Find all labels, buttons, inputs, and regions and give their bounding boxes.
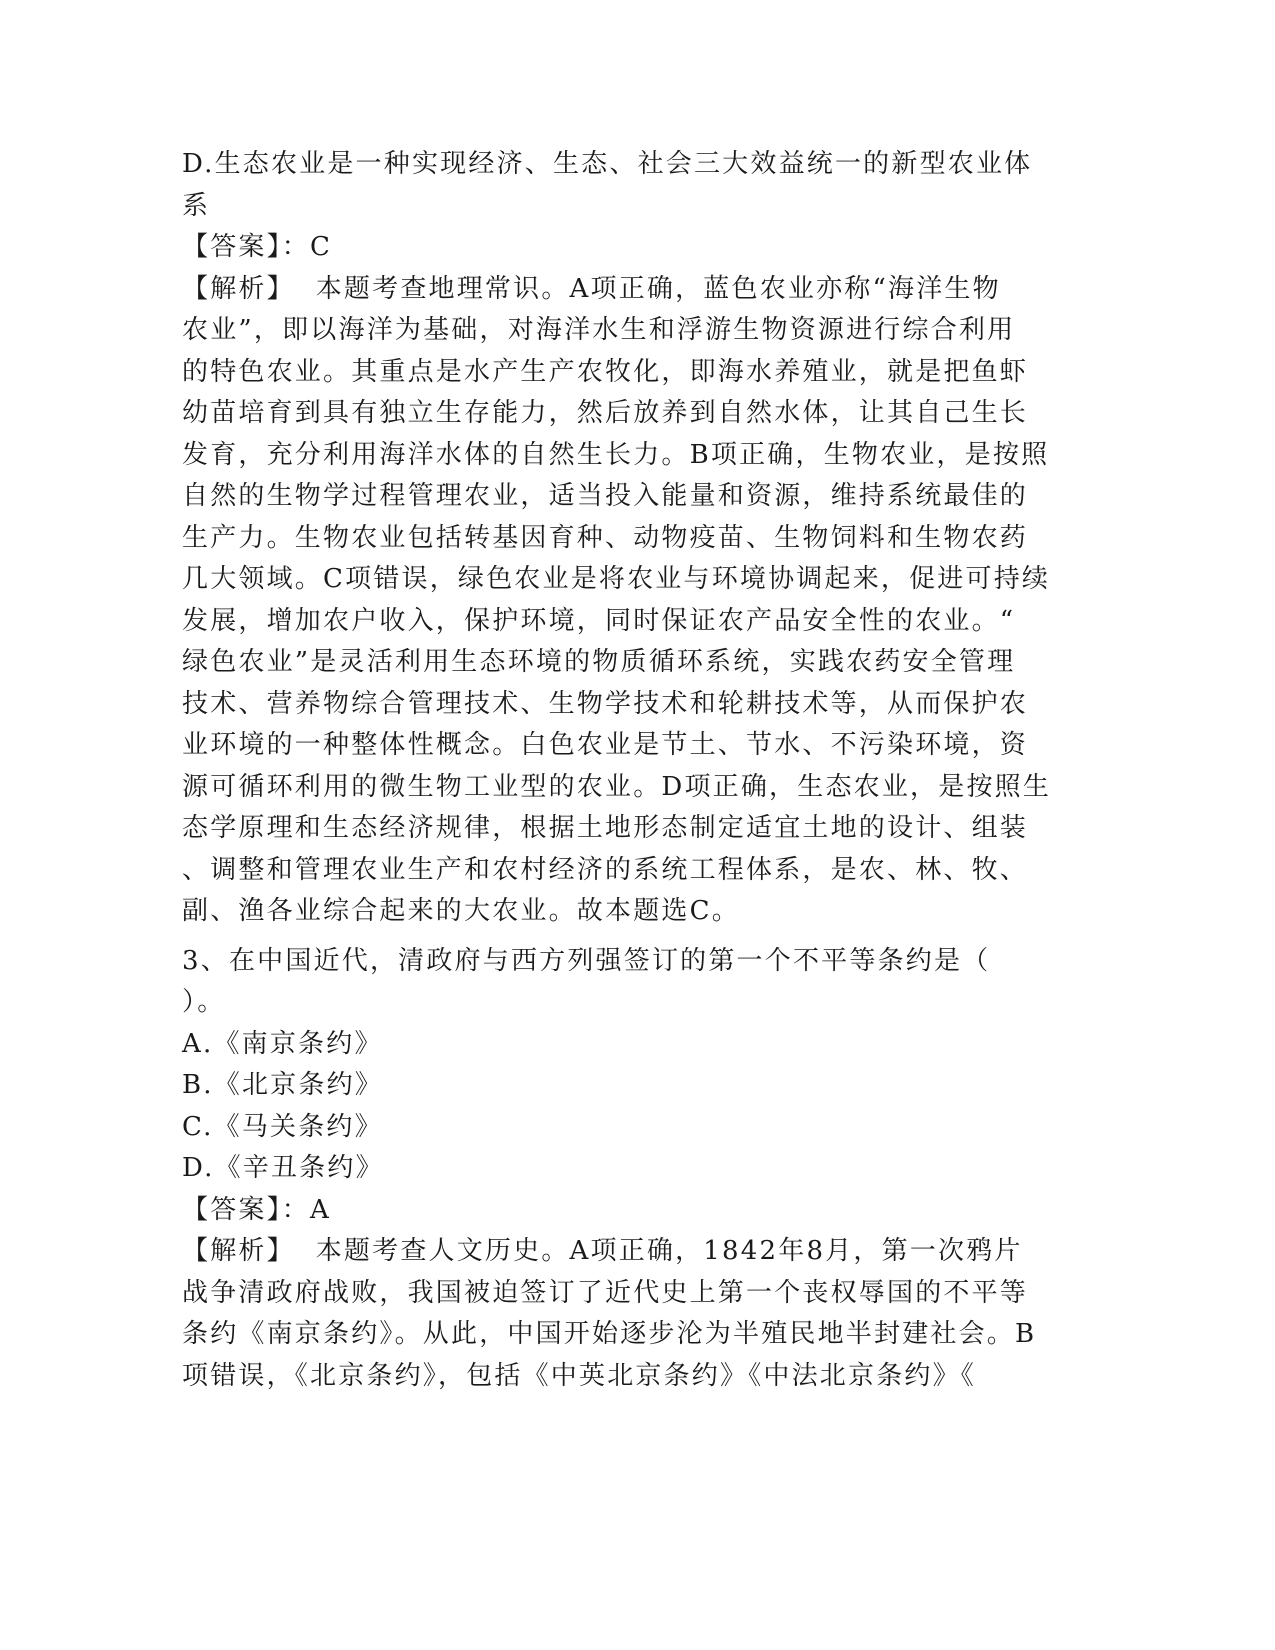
text-line: 技术、营养物综合管理技术、生物学技术和轮耕技术等，从而保护农: [182, 688, 1029, 719]
option-c: C.《马关条约》: [182, 1111, 383, 1142]
text-line: 【解析】 本题考查地理常识。A项正确，蓝色农业亦称“海洋生物: [182, 273, 1001, 304]
text-line: 3、在中国近代，清政府与西方列强签订的第一个不平等条约是（: [182, 945, 991, 976]
text-line: 系: [182, 190, 211, 221]
text-line: 源可循环利用的微生物工业型的农业。D项正确，生态农业，是按照生: [182, 771, 1052, 802]
text-line: 【解析】 本题考查人文历史。A项正确，1842年8月，第一次鸦片: [182, 1236, 1023, 1266]
text-line: ）。: [182, 987, 226, 1017]
text-line: 自然的生物学过程管理农业，适当投入能量和资源，维持系统最佳的: [182, 481, 1029, 511]
text-line: 、调整和管理农业生产和农村经济的系统工程体系，是农、林、牧、: [182, 854, 1029, 885]
text-line: 几大领域。C项错误，绿色农业是将农业与环境协调起来，促进可持续: [182, 564, 1051, 594]
text-line: 条约《南京条约》。从此，中国开始逐步沦为半殖民地半封建社会。B: [182, 1319, 1037, 1349]
text-line: 绿色农业”是灵活利用生态环境的物质循环系统，实践农药安全管理: [182, 647, 1016, 677]
text-line: 项错误，《北京条约》，包括《中英北京条约》《中法北京条约》《: [182, 1360, 977, 1391]
option-d: D.《辛丑条约》: [182, 1153, 384, 1183]
text-line: 幼苗培育到具有独立生存能力，然后放养到自然水体，让其自己生长: [182, 398, 1029, 428]
page-content: [182, 144, 1052, 1397]
text-line: 副、渔各业综合起来的大农业。故本题选C。: [182, 896, 740, 926]
text-line: 农业”，即以海洋为基础，对海洋水生和浮游生物资源进行综合利用: [182, 315, 1016, 345]
text-line: 生产力。生物农业包括转基因育种、动物疫苗、生物饲料和生物农药: [182, 522, 1029, 553]
option-a: A.《南京条约》: [182, 1028, 383, 1059]
text-line: 发育，充分利用海洋水体的自然生长力。B项正确，生物农业，是按照: [182, 439, 1050, 470]
text-line: 战争清政府战败，我国被迫签订了近代史上第一个丧权辱国的不平等: [182, 1277, 1029, 1308]
text-line: D.生态农业是一种实现经济、生态、社会三大效益统一的新型农业体: [182, 149, 1033, 179]
q3-question: [182, 941, 1042, 1024]
spacer: [182, 933, 1042, 941]
text-line: 业环境的一种整体性概念。白色农业是节土、节水、不污染环境，资: [182, 730, 1029, 760]
text-line: 发展，增加农户收入，保护环境，同时保证农产品安全性的农业。“: [182, 605, 1016, 636]
q3-answer: 【答案】：A: [182, 1194, 331, 1225]
text-line: 的特色农业。其重点是水产生产农牧化，即海水养殖业，就是把鱼虾: [182, 356, 1029, 387]
q3-explanation: [182, 1231, 1042, 1397]
q2-option-d: [182, 144, 1042, 227]
text-line: 态学原理和生态经济规律，根据土地形态制定适宜土地的设计、组装: [182, 813, 1029, 843]
q2-answer: 【答案】：C: [182, 232, 333, 262]
option-b: B.《北京条约》: [182, 1070, 383, 1100]
q3-options: [182, 1024, 1042, 1190]
q2-explanation: [182, 269, 1052, 933]
